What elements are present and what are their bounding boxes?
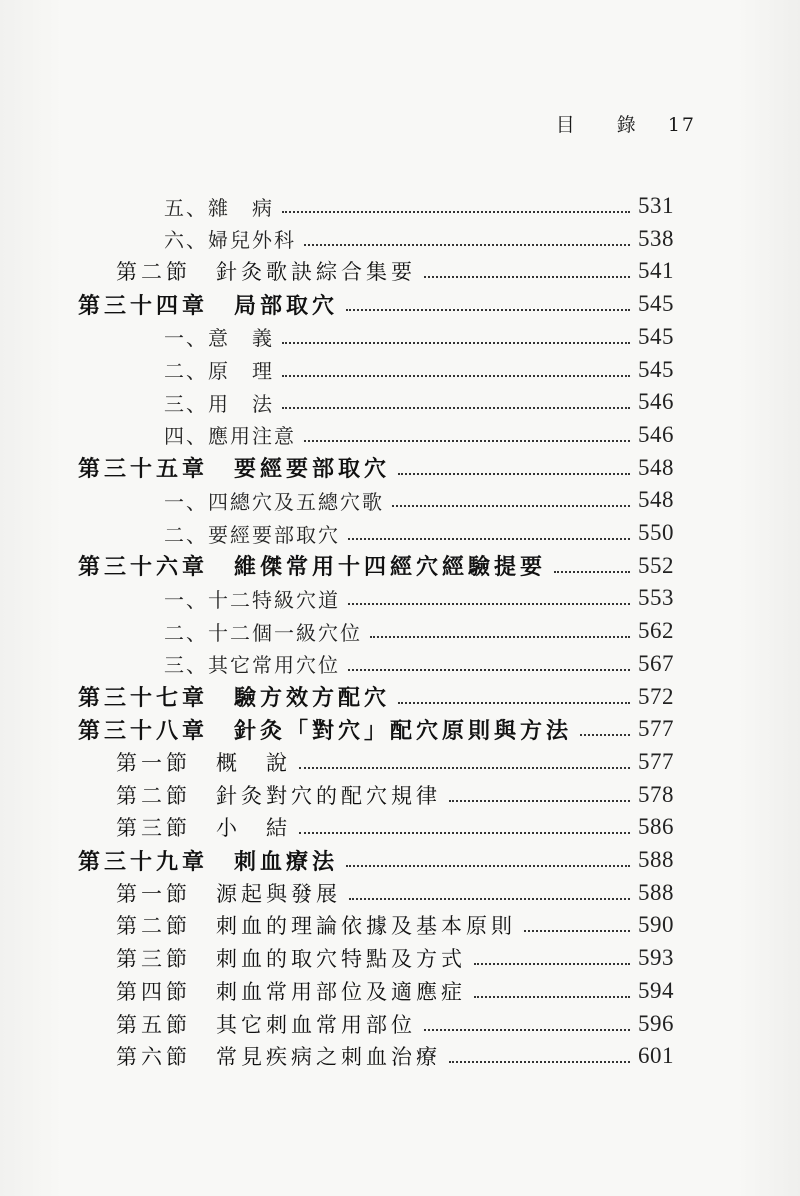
toc-entry-page-number: 548 <box>638 487 674 513</box>
toc-entry-label: 第三節 刺血的取穴特點及方式 <box>116 947 466 972</box>
toc-entry-label: 第六節 常見疾病之刺血治療 <box>116 1045 441 1070</box>
dot-leader <box>304 440 630 442</box>
toc-entry-item <box>164 615 674 647</box>
toc-entry-label: 第一節 概 說 <box>116 750 291 775</box>
dot-leader <box>348 603 630 605</box>
toc-entry-chapter <box>78 288 674 320</box>
toc-entry-item <box>164 484 674 516</box>
toc-entry-label: 第五節 其它刺血常用部位 <box>116 1012 416 1037</box>
dot-leader <box>299 767 630 769</box>
toc-entry-page-number: 588 <box>638 847 674 872</box>
toc-entry-section <box>116 877 674 909</box>
toc-entry-item <box>164 517 674 549</box>
toc-entry-label: 第二節 針灸歌訣綜合集要 <box>116 260 416 285</box>
dot-leader <box>282 407 630 409</box>
toc-entry-label: 二、原 理 <box>164 359 274 383</box>
toc-entry-section <box>116 1008 674 1040</box>
toc-entry-chapter <box>78 550 674 582</box>
toc-entry-label: 五、雜 病 <box>164 195 274 220</box>
toc-entry-page-number: 550 <box>638 520 674 545</box>
toc-entry-label: 一、四總穴及五總穴歌 <box>164 489 384 514</box>
toc-entry-label: 第三節 小 結 <box>116 816 291 841</box>
toc-entry-section <box>116 779 674 811</box>
toc-entry-section <box>116 942 674 974</box>
toc-entry-page-number: 601 <box>638 1043 674 1069</box>
toc-entry-label: 第一節 源起與發展 <box>116 881 341 906</box>
dot-leader <box>282 211 630 213</box>
toc-entry-item <box>164 223 674 255</box>
dot-leader <box>348 669 630 671</box>
toc-entry-label: 第三十九章 刺血療法 <box>78 849 339 875</box>
toc-entry-page-number: 541 <box>638 258 674 284</box>
toc-entry-item <box>164 386 674 418</box>
toc-entry-page-number: 590 <box>638 912 674 938</box>
toc-entry-item <box>164 321 674 353</box>
toc-entry-label: 一、十二特級穴道 <box>164 587 340 612</box>
toc-entry-label: 二、要經要部取穴 <box>164 522 340 547</box>
toc-entry-page-number: 593 <box>638 945 674 971</box>
toc-entry-label: 第二節 刺血的理論依據及基本原則 <box>116 914 516 939</box>
toc-entry-chapter <box>78 713 674 745</box>
toc-entry-page-number: 531 <box>638 193 674 218</box>
dot-leader <box>346 309 630 311</box>
toc-entry-page-number: 594 <box>638 977 674 1003</box>
dot-leader <box>524 930 630 932</box>
toc-entry-chapter <box>78 452 674 484</box>
toc-entry-page-number: 546 <box>638 389 674 415</box>
toc-entry-section <box>116 255 674 287</box>
toc-entry-label: 三、其它常用穴位 <box>164 653 340 678</box>
dot-leader <box>349 898 630 900</box>
dot-leader <box>370 636 630 638</box>
dot-leader <box>424 1029 630 1031</box>
toc-entry-page-number: 588 <box>638 879 674 905</box>
toc-entry-section <box>116 811 674 843</box>
dot-leader <box>449 1061 630 1063</box>
toc-entry-page-number: 586 <box>638 814 674 840</box>
toc-entry-chapter <box>78 681 674 713</box>
toc-entry-label: 第三十五章 要經要部取穴 <box>78 457 391 483</box>
toc-entry-section <box>116 975 674 1007</box>
dot-leader <box>424 276 630 278</box>
toc-entry-label: 三、用 法 <box>164 391 274 416</box>
toc-entry-label: 第三十七章 驗方效方配穴 <box>78 686 391 711</box>
toc-entry-label: 第三十八章 針灸「對穴」配穴原則與方法 <box>78 718 573 744</box>
dot-leader <box>304 244 630 246</box>
toc-entry-label: 六、婦兒外科 <box>164 228 296 253</box>
dot-leader <box>474 996 630 998</box>
dot-leader <box>449 800 630 802</box>
running-header <box>556 110 696 137</box>
dot-leader <box>398 473 630 475</box>
toc-entry-page-number: 562 <box>638 618 674 644</box>
toc-entry-page-number: 577 <box>638 748 674 774</box>
toc-entry-chapter <box>78 844 674 876</box>
running-header-title: 目 錄 <box>555 114 654 136</box>
dot-leader <box>474 963 630 965</box>
toc-entry-item <box>164 419 674 451</box>
dot-leader <box>580 734 630 736</box>
dot-leader <box>282 342 630 344</box>
toc-entry-page-number: 567 <box>638 650 674 676</box>
dot-leader <box>346 865 630 867</box>
dot-leader <box>348 538 630 540</box>
toc-entry-item <box>164 190 674 222</box>
dot-leader <box>392 505 630 507</box>
toc-entry-page-number: 545 <box>638 356 674 382</box>
toc-entry-section <box>116 1040 674 1072</box>
toc-entry-page-number: 538 <box>638 225 674 251</box>
toc-entry-page-number: 552 <box>638 552 674 578</box>
toc-entry-label: 第二節 針灸對穴的配穴規律 <box>116 783 441 808</box>
toc-entry-page-number: 572 <box>638 683 674 709</box>
toc-entry-label: 第三十四章 局部取穴 <box>78 293 339 319</box>
toc-entry-section <box>116 746 674 778</box>
dot-leader <box>299 832 630 834</box>
toc-entry-page-number: 578 <box>638 781 674 807</box>
toc-entry-label: 四、應用注意 <box>164 424 296 449</box>
toc-entry-page-number: 548 <box>638 454 674 480</box>
running-header-page-number: 17 <box>667 114 696 136</box>
toc-entry-label: 第三十六章 維傑常用十四經穴經驗提要 <box>78 555 547 581</box>
toc-entry-page-number: 546 <box>638 421 674 447</box>
toc-entry-page-number: 577 <box>638 716 674 742</box>
toc-entry-item <box>164 582 674 614</box>
dot-leader <box>282 375 630 377</box>
toc-entry-page-number: 545 <box>638 291 674 317</box>
toc-entry-item <box>164 648 674 680</box>
toc-entry-section <box>116 909 674 941</box>
toc-entry-page-number: 545 <box>638 323 674 349</box>
dot-leader <box>398 702 630 704</box>
toc-entry-label: 二、十二個一級穴位 <box>164 620 362 645</box>
dot-leader <box>554 571 630 573</box>
toc-entry-item <box>164 354 674 386</box>
toc-entry-label: 一、意 義 <box>164 326 274 351</box>
toc-entry-label: 第四節 刺血常用部位及適應症 <box>116 979 466 1004</box>
toc-entry-page-number: 596 <box>638 1010 674 1036</box>
toc-entry-page-number: 553 <box>638 585 674 611</box>
